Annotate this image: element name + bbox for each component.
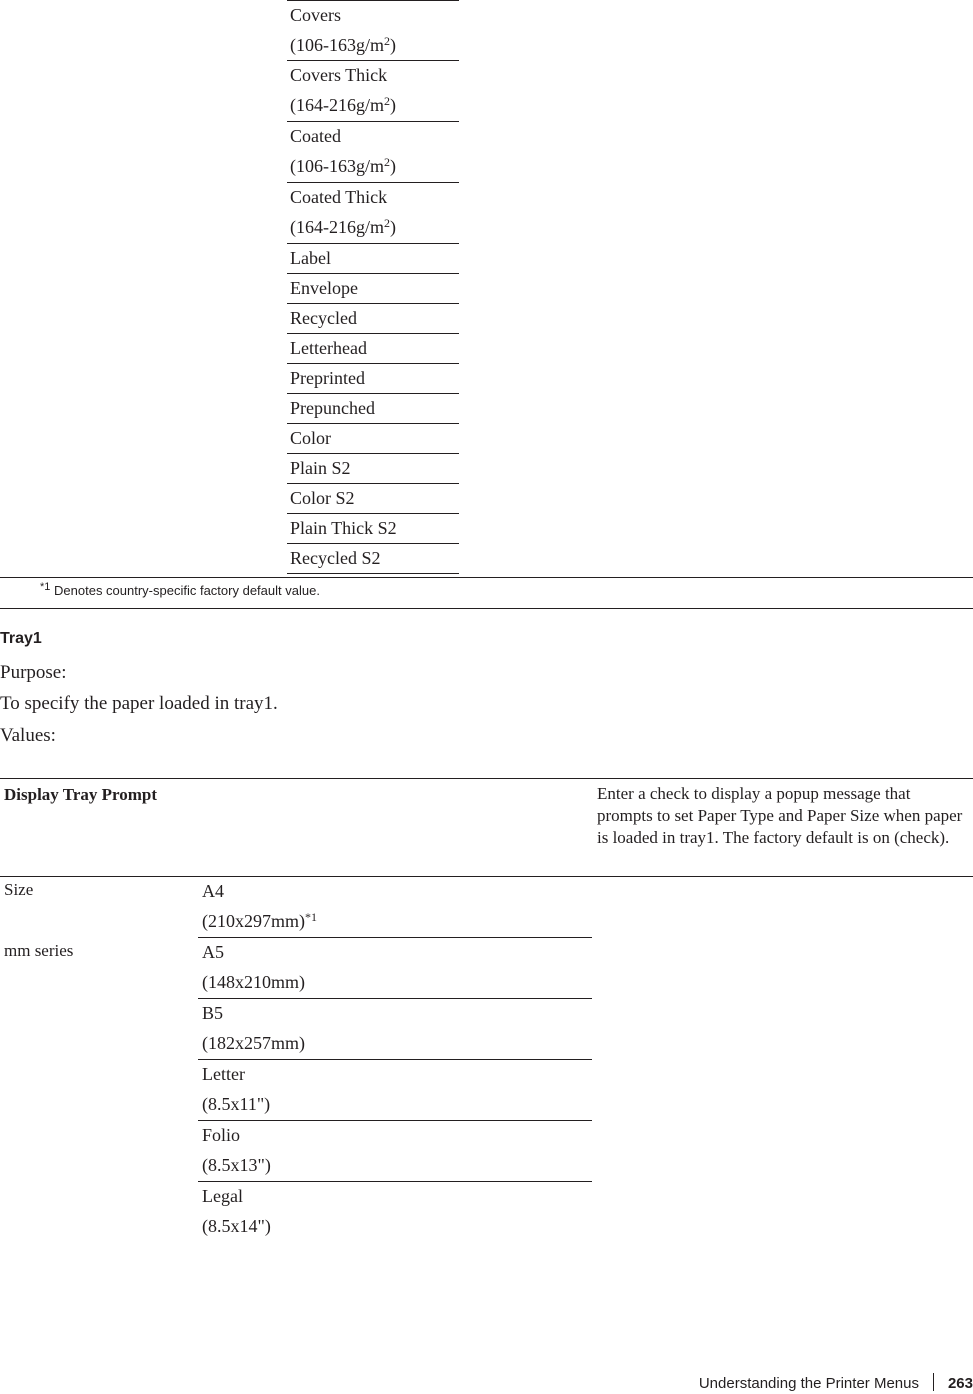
paper-type-weight: (106-163g/m <box>290 35 384 55</box>
footnote-marker: *1 <box>40 581 51 593</box>
paper-size-name: A4 <box>202 881 224 901</box>
paper-type-name: Plain Thick S2 <box>290 518 397 538</box>
list-item <box>287 364 459 394</box>
footer-separator <box>933 1373 934 1391</box>
paper-type-name: Covers Thick <box>290 65 388 85</box>
paper-type-name: Recycled <box>290 308 357 328</box>
purpose-text: To specify the paper loaded in tray1. <box>0 693 278 714</box>
list-item <box>198 1182 592 1243</box>
paper-type-name: Prepunched <box>290 398 375 418</box>
section-title: Tray1 <box>0 630 42 647</box>
superscript: *1 <box>305 910 317 924</box>
paper-type-name: Covers <box>290 5 341 25</box>
paper-size-dimensions: (210x297mm) <box>202 911 305 931</box>
paper-size-dimensions: (182x257mm) <box>202 1033 305 1053</box>
superscript: 2 <box>384 94 390 108</box>
paper-type-list <box>287 0 459 574</box>
superscript: 2 <box>384 155 390 169</box>
paper-type-name: Color S2 <box>290 488 355 508</box>
size-label: Size <box>4 880 34 899</box>
paper-type-name: Color <box>290 428 332 448</box>
paper-size-name: A5 <box>202 942 224 962</box>
paper-size-dimensions: (8.5x13") <box>202 1155 271 1175</box>
page-footer <box>699 1373 973 1394</box>
list-item <box>287 61 459 122</box>
paper-type-name: Recycled S2 <box>290 548 381 568</box>
paper-type-name: Envelope <box>290 278 358 298</box>
list-item <box>198 1060 592 1121</box>
paper-type-weight-end: ) <box>390 217 396 237</box>
paper-type-weight: (164-216g/m <box>290 95 384 115</box>
paper-type-weight-end: ) <box>390 156 396 176</box>
list-item <box>287 0 459 61</box>
paper-type-weight: (106-163g/m <box>290 156 384 176</box>
paper-type-name: Coated <box>290 126 341 146</box>
list-item <box>287 394 459 424</box>
divider <box>0 778 973 779</box>
paper-type-name: Label <box>290 248 331 268</box>
paper-size-dimensions: (8.5x11") <box>202 1094 271 1114</box>
paper-type-weight-end: ) <box>390 95 396 115</box>
paper-size-name: Legal <box>202 1186 243 1206</box>
list-item <box>287 274 459 304</box>
list-item <box>287 183 459 244</box>
purpose-label: Purpose: <box>0 662 67 683</box>
paper-type-name: Plain S2 <box>290 458 351 478</box>
paper-type-name: Preprinted <box>290 368 365 388</box>
display-tray-prompt-description: Enter a check to display a popup message that prompts to set Paper Type and Paper Size when paper is loaded in tray1. The factory default is on (check). <box>597 784 963 847</box>
divider <box>0 577 973 578</box>
list-item <box>198 877 592 938</box>
paper-size-name: Folio <box>202 1125 241 1145</box>
list-item <box>287 304 459 334</box>
list-item <box>198 938 592 999</box>
paper-size-dimensions: (148x210mm) <box>202 972 305 992</box>
display-tray-prompt-label: Display Tray Prompt <box>4 785 158 804</box>
size-series-label: mm series <box>4 941 74 960</box>
list-item <box>287 544 459 574</box>
paper-type-name: Letterhead <box>290 338 367 358</box>
paper-size-dimensions: (8.5x14") <box>202 1216 271 1236</box>
footnote <box>40 582 320 600</box>
footer-section-title: Understanding the Printer Menus <box>698 1375 919 1392</box>
values-label: Values: <box>0 725 56 746</box>
paper-size-list <box>198 877 592 1243</box>
paper-size-name: B5 <box>202 1003 224 1023</box>
list-item <box>198 999 592 1060</box>
divider <box>0 608 973 609</box>
list-item <box>287 424 459 454</box>
list-item <box>287 484 459 514</box>
list-item <box>287 514 459 544</box>
list-item <box>287 244 459 274</box>
paper-type-name: Coated Thick <box>290 187 388 207</box>
list-item <box>287 454 459 484</box>
superscript: 2 <box>384 34 390 48</box>
list-item <box>287 334 459 364</box>
paper-size-name: Letter <box>202 1064 245 1084</box>
list-item <box>287 122 459 183</box>
paper-type-weight: (164-216g/m <box>290 217 384 237</box>
superscript: 2 <box>384 216 390 230</box>
list-item <box>198 1121 592 1182</box>
footnote-text: Denotes country-specific factory default value. <box>50 583 320 598</box>
page-number: 263 <box>947 1375 973 1392</box>
paper-type-weight-end: ) <box>390 35 396 55</box>
